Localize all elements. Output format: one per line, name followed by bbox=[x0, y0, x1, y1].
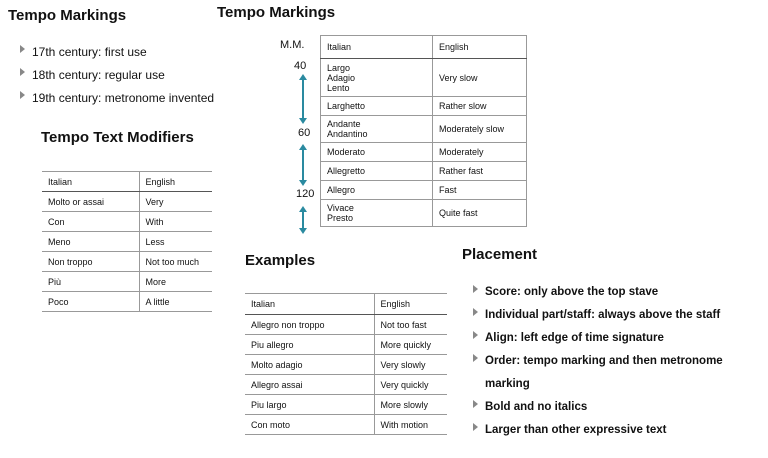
tempo-range-arrow bbox=[302, 148, 304, 182]
table-row bbox=[321, 116, 527, 143]
table-row bbox=[321, 59, 527, 97]
table-row bbox=[245, 355, 447, 375]
table-row bbox=[42, 252, 212, 272]
cell-english: Very slowly bbox=[374, 355, 447, 375]
table-row bbox=[245, 315, 447, 335]
list-item: Align: left edge of time signature bbox=[473, 327, 768, 350]
mm-label: M.M. bbox=[280, 39, 305, 51]
table-row bbox=[42, 232, 212, 252]
cell-english: More slowly bbox=[374, 395, 447, 415]
table-header-row bbox=[245, 294, 447, 315]
cell-italian: Più bbox=[42, 272, 139, 292]
cell-english: Moderately slow bbox=[433, 116, 527, 143]
cell-english: Less bbox=[139, 232, 212, 252]
cell-english: Quite fast bbox=[433, 200, 527, 227]
cell-english: Not too much bbox=[139, 252, 212, 272]
table-row bbox=[42, 212, 212, 232]
list-item: Score: only above the top stave bbox=[473, 281, 768, 304]
table-row bbox=[321, 162, 527, 181]
table-row bbox=[42, 272, 212, 292]
list-item: Order: tempo marking and then metronome marking bbox=[473, 350, 768, 396]
header-italian: Italian bbox=[321, 36, 433, 59]
mm-value-60: 60 bbox=[298, 127, 311, 139]
cell-english: Fast bbox=[433, 181, 527, 200]
tempo-table bbox=[320, 35, 527, 227]
examples-title: Examples bbox=[245, 252, 316, 269]
cell-italian: Meno bbox=[42, 232, 139, 252]
list-item: 17th century: first use bbox=[20, 41, 214, 64]
main-title: Tempo Markings bbox=[217, 4, 336, 21]
cell-italian: Poco bbox=[42, 292, 139, 312]
cell-italian: Molto or assai bbox=[42, 192, 139, 212]
cell-english: Very quickly bbox=[374, 375, 447, 395]
modifiers-title: Tempo Text Modifiers bbox=[41, 129, 194, 146]
table-header-row bbox=[42, 172, 212, 192]
history-list bbox=[20, 41, 214, 110]
header-english: English bbox=[374, 294, 447, 315]
cell-italian: Andante Andantino bbox=[321, 116, 433, 143]
table-row bbox=[245, 375, 447, 395]
cell-english: Very bbox=[139, 192, 212, 212]
cell-english: Not too fast bbox=[374, 315, 447, 335]
tempo-range-arrow bbox=[302, 210, 304, 230]
tempo-range-arrow bbox=[302, 78, 304, 120]
cell-italian: Non troppo bbox=[42, 252, 139, 272]
list-item: Larger than other expressive text bbox=[473, 419, 768, 442]
placement-list bbox=[473, 281, 768, 442]
cell-italian: Allegro non troppo bbox=[245, 315, 374, 335]
cell-italian: Moderato bbox=[321, 143, 433, 162]
cell-italian: Con moto bbox=[245, 415, 374, 435]
cell-english: Rather fast bbox=[433, 162, 527, 181]
cell-english: Moderately bbox=[433, 143, 527, 162]
header-english: English bbox=[139, 172, 212, 192]
examples-table bbox=[245, 293, 447, 435]
cell-english: More bbox=[139, 272, 212, 292]
cell-italian: Largo Adagio Lento bbox=[321, 59, 433, 97]
cell-english: With motion bbox=[374, 415, 447, 435]
cell-italian: Piu largo bbox=[245, 395, 374, 415]
header-italian: Italian bbox=[245, 294, 374, 315]
cell-english: A little bbox=[139, 292, 212, 312]
table-row bbox=[245, 415, 447, 435]
table-row bbox=[321, 200, 527, 227]
table-header-row bbox=[321, 36, 527, 59]
cell-english: Rather slow bbox=[433, 97, 527, 116]
cell-english: More quickly bbox=[374, 335, 447, 355]
modifiers-table bbox=[42, 171, 212, 312]
list-item: 18th century: regular use bbox=[20, 64, 214, 87]
table-row bbox=[321, 97, 527, 116]
cell-italian: Con bbox=[42, 212, 139, 232]
list-item: Bold and no italics bbox=[473, 396, 768, 419]
cell-italian: Larghetto bbox=[321, 97, 433, 116]
left-title: Tempo Markings bbox=[8, 7, 127, 24]
cell-italian: Molto adagio bbox=[245, 355, 374, 375]
table-row bbox=[321, 143, 527, 162]
table-row bbox=[245, 395, 447, 415]
list-item: 19th century: metronome invented bbox=[20, 87, 214, 110]
placement-title: Placement bbox=[462, 246, 538, 263]
mm-value-120: 120 bbox=[296, 188, 315, 200]
cell-english: With bbox=[139, 212, 212, 232]
mm-value-40: 40 bbox=[294, 60, 307, 72]
cell-italian: Piu allegro bbox=[245, 335, 374, 355]
table-row bbox=[42, 192, 212, 212]
table-row bbox=[321, 181, 527, 200]
cell-italian: Vivace Presto bbox=[321, 200, 433, 227]
table-row bbox=[245, 335, 447, 355]
cell-italian: Allegro assai bbox=[245, 375, 374, 395]
list-item: Individual part/staff: always above the staff bbox=[473, 304, 768, 327]
table-row bbox=[42, 292, 212, 312]
cell-english: Very slow bbox=[433, 59, 527, 97]
cell-italian: Allegro bbox=[321, 181, 433, 200]
header-english: English bbox=[433, 36, 527, 59]
header-italian: Italian bbox=[42, 172, 139, 192]
cell-italian: Allegretto bbox=[321, 162, 433, 181]
